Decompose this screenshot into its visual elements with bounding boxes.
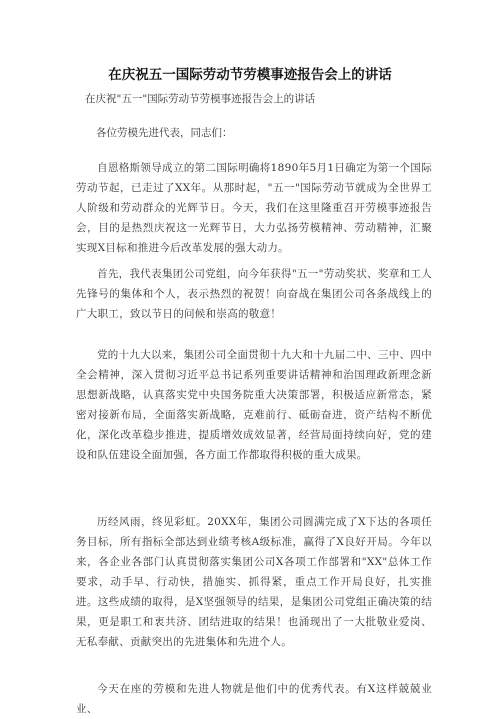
- paragraph: 党的十九大以来，集团公司全面贯彻十九大和十九届二中、三中、四中全会精神，深入贯彻习近平总书记系列重要讲话精神和治国理政新理念新思想新战略，认真落实党中央国务院重大决策部署，积极适应新常态，紧密对接新布局，全面落实新战略，克难前行、砥砺奋进，资产结构不断优化，深化改革稳步推进，提质增效成效显著，经营局面持续向好，党的建设和队伍建设全面加强，各方面工作都取得积极的重大成果。: [76, 349, 432, 461]
- paragraph: 首先，我代表集团公司党组，向今年获得"五一"劳动奖状、奖章和工人先锋号的集体和个人，表示热烈的祝贺！向奋战在集团公司各条战线上的广大职工，致以节日的问候和崇高的敬意！: [76, 268, 432, 320]
- document-subtitle: 在庆祝"五一"国际劳动节劳模事迹报告会上的讲话: [85, 93, 316, 105]
- salutation: 各位劳模先进代表，同志们：: [96, 127, 233, 139]
- paragraph: 自恩格斯领导成立的第二国际明确将1890年5月1日确定为第一个国际劳动节起，已走过了XX年。从那时起，"五一"国际劳动节就成为全世界工人阶级和劳动群众的光辉节日。今天，我们在这里隆重召开劳模事迹报告会，目的是热烈庆祝这一光辉节日，大力弘扬劳模精神、劳动精神，汇聚实现X目标和推进今后改革发展的强大动力。: [76, 162, 432, 254]
- paragraph: 今天在座的劳模和先进人物就是他们中的优秀代表。有X这样兢兢业业、: [76, 683, 432, 715]
- document-title: 在庆祝五一国际劳动节劳模事迹报告会上的讲话: [108, 67, 392, 83]
- paragraph: 历经风雨，终见彩虹。20XX年，集团公司圆满完成了X下达的各项任务目标，所有指标全部达到业绩考核A级标准，赢得了X良好开局。今年以来，各企业各部门认真贯彻落实集团公司X各项工作部署和"XX"总体工作要求，动手早、行动快，措施实、抓得紧，重点工作开局良好，扎实推进。这些成绩的取得，是X坚强领导的结果，是集团公司党组正确决策的结果，更是职工和衷共济、团结进取的结果！也涌现出了一大批敬业爱岗、无私奉献、贡献突出的先进集体和先进个人。: [76, 516, 432, 648]
